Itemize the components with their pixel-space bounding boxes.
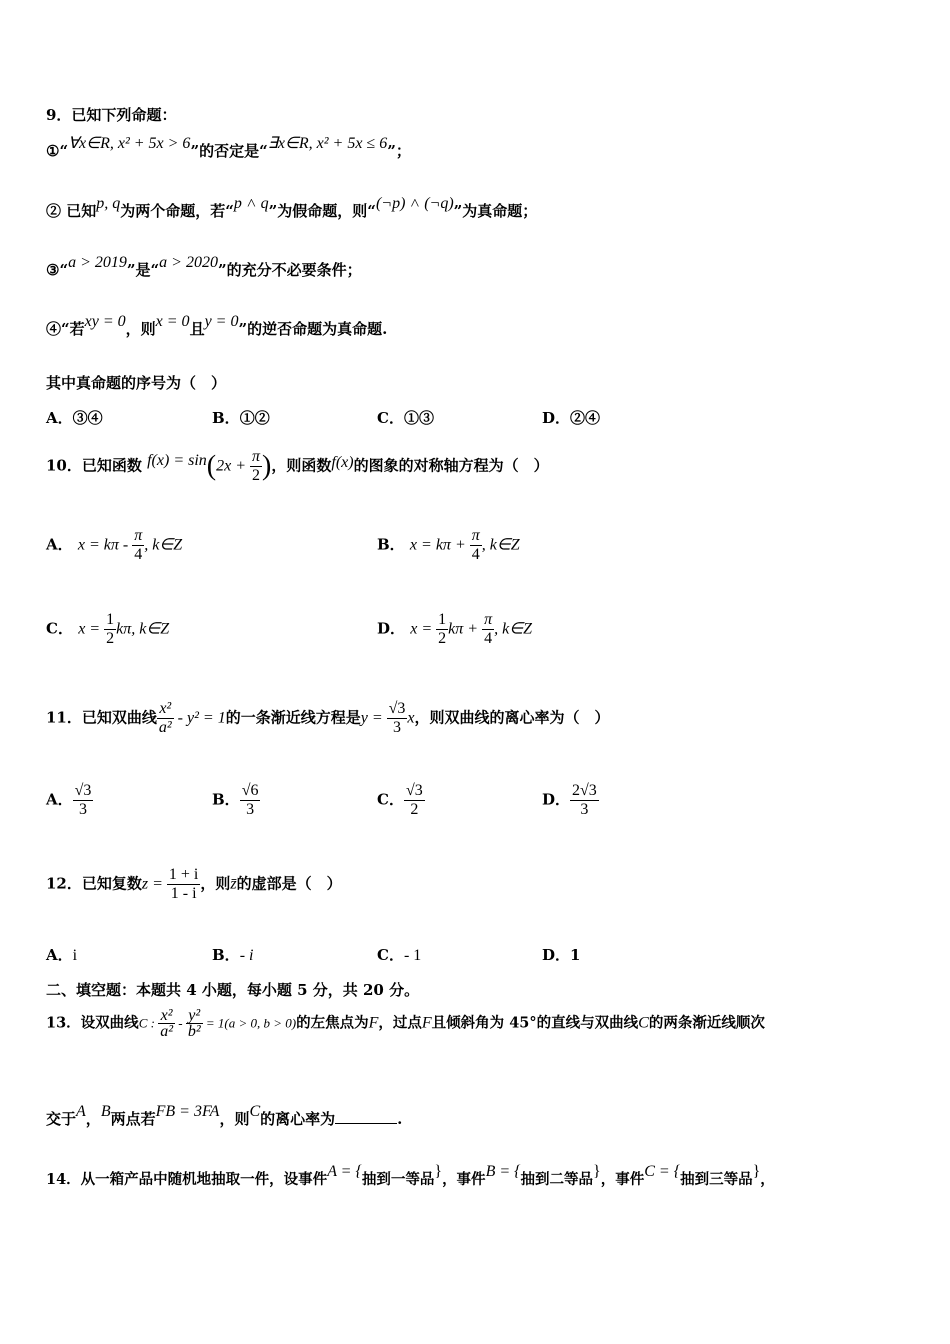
option-frac [404,782,425,819]
q11-end: ，则双曲线的离心率为（ ） [414,708,610,727]
frac-num: √3 [388,700,406,717]
q13-answer-blank[interactable] [335,1109,397,1124]
option-label: D． [542,946,571,964]
q10-option-d [377,611,532,648]
q9-prop1-end: ”； [387,142,411,160]
q13-mid5: ，则 [219,1110,250,1128]
frac-num: π [252,448,261,465]
q12-option-d [542,944,580,965]
frac-den: 3 [246,801,255,818]
frac-den: 4 [484,630,493,647]
q13-period: . [397,1110,403,1128]
q9-prop1 [46,135,411,161]
q14-close-a: } [434,1163,443,1180]
frac-den: 3 [580,801,589,818]
q9-prop2-end: ”为真命题； [453,202,538,220]
frac-den: 3 [393,719,402,736]
q13-C2: C [249,1103,261,1120]
q9-prop2-expr-a: p ˄ q [233,195,269,212]
q9-option-a [46,407,103,428]
q12-mid: ，则 [200,874,231,893]
q10-option-c [46,611,169,648]
option-value: ①② [239,409,270,427]
q13-line-1 [46,1008,765,1039]
q13-line2-pre: 交于 [46,1110,77,1128]
frac-num: x² [157,700,174,719]
frac-num: 2√3 [572,782,597,799]
q12-frac [167,866,200,903]
q12-stem [46,866,342,903]
frac-den: 2 [252,467,261,484]
q10-paren-left: ( [206,450,217,482]
q13-minus: - [174,1015,186,1031]
q13-line-2 [46,1103,403,1129]
q9-prop3-end: ”的充分不必要条件； [217,261,362,279]
q10-end: 的图象的对称轴方程为（ ） [353,456,549,475]
q14-a-text: 抽到一等品 [361,1171,435,1188]
option-expr-post: , k∈Z [481,536,520,554]
option-frac [470,527,482,564]
frac-num: √3 [405,782,423,799]
frac-num: π [484,611,493,628]
q11-stem [46,700,610,737]
q10-pi-over-2 [250,448,262,485]
q14-a-eq: A = { [327,1163,362,1180]
q13-c-pre: C : [138,1015,159,1031]
q9-prop1-mid: ”的否定是“ [190,142,268,160]
option-label: A． [46,409,73,427]
q10-mid: ，则函数 [271,456,332,475]
option-label: C． [377,946,404,964]
option-expr: x = kπ - [77,536,133,554]
q14-c-text: 抽到三等品 [680,1171,753,1188]
option-expr-post: kπ, k∈Z [116,620,170,638]
option-label: B． [212,946,240,964]
frac-num: 1 + i [168,866,199,883]
q9-prop4-expr-b: x = 0 [155,313,190,330]
option-label: C． [46,619,73,638]
q9-question: 其中真命题的序号为（ ） [46,374,227,392]
q13-prefix: 13．设双曲线 [46,1014,139,1032]
q9-prop3-expr-b: a > 2020 [159,254,218,271]
option-value: ③④ [72,409,103,427]
q13-C: C [638,1014,649,1032]
q10-arg: 2x + [216,457,251,475]
q14-end: ， [760,1171,775,1188]
q12-option-c [377,944,421,965]
q10-option-a [46,527,182,564]
q12-prefix: 12．已知复数 [46,874,142,893]
q12-zbar: z̄ [230,875,237,893]
frac-den: 2 [438,630,447,647]
q10-option-b [377,527,520,564]
q9-prop2-expr-b: (¬p) ˄ (¬q) [375,195,454,212]
option-label: B． [212,790,240,809]
q9-prop4-expr-a: xy = 0 [84,313,126,330]
q14-close-b: } [593,1163,601,1180]
frac-den: b² [187,1023,201,1040]
frac-den: 4 [471,546,480,563]
frac-den: 2 [106,630,115,647]
q13-A: A [76,1103,86,1120]
q12-option-a [46,944,77,965]
q13-F: F [368,1014,379,1032]
option-expr: x = [78,620,105,638]
q9-prop2-pq: p, q [96,195,121,212]
option-expr-post: , k∈Z [494,620,533,638]
q10-func-a: f(x) = sin [147,451,207,469]
option-frac [104,611,116,648]
option-label: A． [46,535,73,554]
q11-y-eq: y = [360,709,387,727]
option-expr: x = [410,620,437,638]
q9-prop4-mid1: ，则 [125,320,156,338]
option-expr-mid: kπ + [448,620,483,638]
q9-title: 9．已知下列命题： [46,106,177,124]
option-value: 1 [570,946,581,964]
q11-option-a [46,782,93,819]
q11-mid: 的一条渐近线方程是 [225,708,361,727]
option-value: ①③ [403,409,434,427]
q11-rest: - y² = 1 [173,709,226,727]
q13-B: B [100,1103,111,1120]
q9-prop4-mid2: 且 [189,320,205,338]
option-label: A． [46,790,73,809]
frac-num: π [471,527,480,544]
option-label: B． [377,535,405,554]
q11-sqrt3-over-3 [387,700,408,737]
option-value: - 1 [403,947,422,964]
section-2-heading: 二、填空题：本题共 4 小题，每小题 5 分，共 20 分。 [46,981,420,999]
q14-mid1: ，事件 [442,1171,486,1188]
q14-stem [46,1163,775,1189]
frac-den: 1 - i [170,885,197,902]
q9-prop2-num: ② 已知 [46,202,97,220]
q9-prop1-num: ①“ [46,142,69,160]
option-value: ②④ [570,409,601,427]
q9-prop4-end: ”的逆否命题为真命题. [238,320,388,338]
frac-num: √6 [241,782,259,799]
q14-b-text: 抽到二等品 [520,1171,594,1188]
q13-end1: 的两条渐近线顺次 [648,1014,765,1032]
q13-F2: F [421,1014,432,1032]
option-label: D． [377,619,406,638]
q9-prop3-expr-a: a > 2019 [68,254,127,271]
q9-prop2-mid2: ”为假命题，则“ [268,202,376,220]
frac-num: 1 [106,611,115,628]
q9-prop2-mid1: 为两个命题，若“ [120,202,234,220]
option-frac [240,782,261,819]
frac-num: √3 [74,782,92,799]
q13-mid1: 的左焦点为 [296,1014,369,1032]
q12-option-b [212,944,253,965]
q14-close-c: } [752,1163,761,1180]
q9-prop4 [46,313,388,339]
q9-prop4-num: ④“若 [46,320,85,338]
q9-option-d [542,407,600,428]
q14-c-eq: C = { [644,1163,681,1180]
q13-end2: 的离心率为 [260,1110,336,1128]
q13-cond: = 1(a > 0, b > 0) [202,1015,297,1031]
q11-option-b [212,782,260,819]
option-frac-2 [482,611,494,648]
option-label: C． [377,409,404,427]
q13-mid3: 且倾斜角为 45°的直线与双曲线 [431,1014,639,1032]
frac-den: 4 [134,546,143,563]
frac-den: 2 [410,801,419,818]
q9-option-b [212,407,270,428]
q10-prefix: 10．已知函数 [46,456,142,475]
q9-prop1-expr-b: ∃x∈R, x² + 5x ≤ 6 [267,135,388,152]
q13-frac-y [186,1008,203,1039]
q11-option-d [542,782,599,819]
q9-prop3-mid: ”是“ [126,261,160,279]
q9-option-c [377,407,434,428]
q11-x: x [407,709,415,727]
q9-prop4-expr-c: y = 0 [204,313,239,330]
option-value: - i [239,947,254,964]
option-label: B． [212,409,240,427]
option-value: i [72,947,78,964]
q9-prop3-num: ③“ [46,261,69,279]
q14-b-eq: B = { [485,1163,521,1180]
option-frac [436,611,448,648]
q10-paren-right: ) [262,450,272,482]
option-label: D． [542,409,571,427]
q9-prop3 [46,254,362,280]
frac-den: a² [160,1023,173,1040]
q10-stem [46,448,549,485]
q14-prefix: 14．从一箱产品中随机地抽取一件，设事件 [46,1171,328,1188]
frac-num: π [134,527,143,544]
option-label: A． [46,946,73,964]
q9-prop1-expr-a: ∀x∈R, x² + 5x > 6 [68,135,191,152]
q13-mid2: ，过点 [378,1014,422,1032]
frac-num: x² [158,1008,175,1024]
q13-eq: FB = 3FA [155,1103,220,1120]
q13-frac-x [158,1008,175,1039]
option-frac [73,782,94,819]
frac-den: a² [158,719,172,736]
option-label: D． [542,790,571,809]
option-frac [132,527,144,564]
q13-mid4: 两点若 [110,1110,156,1128]
option-expr: x = kπ + [409,536,470,554]
option-expr-post: , k∈Z [144,536,183,554]
frac-num: y² [186,1008,203,1024]
q10-func-b: f(x) [331,453,354,471]
q11-prefix: 11．已知双曲线 [46,708,157,727]
q12-z-eq: z = [141,875,167,893]
frac-num: 1 [438,611,447,628]
frac-den: 3 [79,801,88,818]
option-frac [570,782,599,819]
q9-prop2 [46,195,538,221]
q13-comma: ， [85,1110,101,1128]
q11-x2-over-a2 [157,700,174,737]
q12-end: 的虚部是（ ） [236,874,342,893]
q11-option-c [377,782,425,819]
option-label: C． [377,790,404,809]
q14-mid2: ，事件 [600,1171,645,1188]
